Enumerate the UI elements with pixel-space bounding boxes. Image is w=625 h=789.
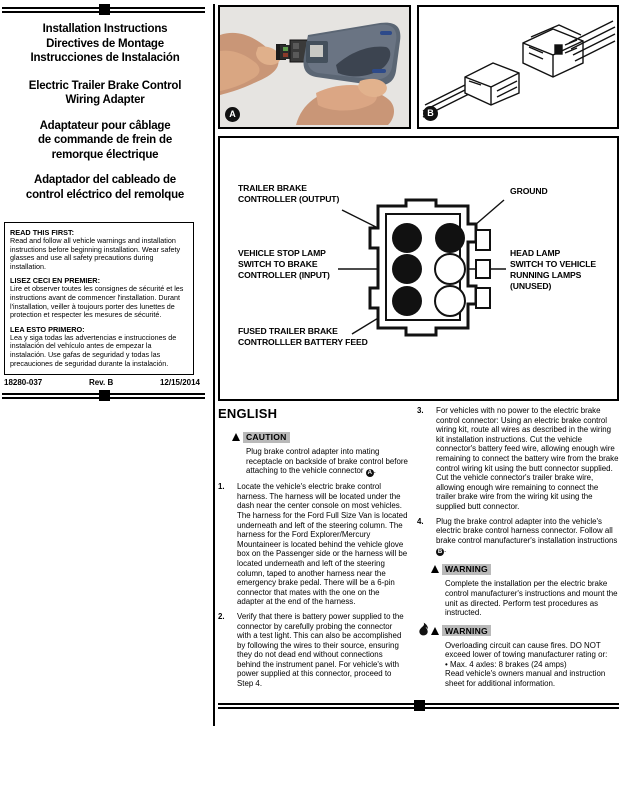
read-first-es-heading: LEA ESTO PRIMERO: xyxy=(10,324,85,334)
diagram-label-trailer-brake-line2: CONTROLLER (OUTPUT) xyxy=(238,194,340,204)
diagram-label-ground xyxy=(510,186,548,197)
product-title-fr-line3: remorque électrique xyxy=(51,148,159,161)
bottom-divider-right xyxy=(218,700,619,711)
diagram-label-head-lamp-line3: RUNNING LAMPS xyxy=(510,270,582,280)
warning-2-body-line2: Read vehicle's owners manual and instruction sheet for additional information. xyxy=(445,669,606,689)
read-first-es-body: Lea y siga todas las advertencias e instrucciones de instalación del vehículo antes de empezar la instalación. Use gafas de seguridad y todas las precauciones de seguridad durante la instalación. xyxy=(10,332,177,368)
english-column-left xyxy=(218,428,408,689)
inline-badge-a: A xyxy=(367,470,372,477)
step-number-4: 4. xyxy=(417,516,424,526)
warning-2-word: WARNING xyxy=(442,625,491,636)
pin-mid-left xyxy=(392,254,422,284)
diagram-label-stop-lamp-line3: CONTROLLER (INPUT) xyxy=(238,270,330,280)
warning-1-header xyxy=(431,564,491,575)
product-title-fr xyxy=(6,119,204,163)
section-heading-english: ENGLISH xyxy=(218,406,278,421)
read-first-en-heading: READ THIS FIRST: xyxy=(10,228,75,237)
step-item-4 xyxy=(417,517,619,557)
diagram-label-stop-lamp xyxy=(238,248,330,281)
warning-2-body-line1: Overloading circuit can cause fires. DO NOT exceed lower of towing manufacturer rating or: xyxy=(445,640,608,660)
warning-block-1 xyxy=(417,560,619,617)
read-first-fr-heading: LISEZ CECI EN PREMIER: xyxy=(10,276,101,286)
document-footer xyxy=(4,378,200,387)
english-column-right xyxy=(417,406,619,693)
product-title-es-line1: Adaptador del cableado de xyxy=(34,174,176,186)
pin-mid-right xyxy=(435,254,465,284)
warning-triangle-icon xyxy=(431,565,439,573)
title-line-en: Installation Instructions xyxy=(42,23,168,35)
diagram-label-head-lamp-line4: (UNUSED) xyxy=(510,281,552,291)
read-first-fr-body: Lire et observer toutes les consignes de sécurité et les instructions avant de commencer l'installation. Durant l'installation, veiller à toujours porter des lunettes de protection et respecter les mesures de sécurité. xyxy=(10,284,184,320)
product-title-en xyxy=(6,79,204,108)
english-instructions-section xyxy=(218,406,619,726)
figure-badge-a: A xyxy=(225,107,240,122)
step-text-1: Locate the vehicle's electric brake control harness. The harness will be located under the dash near the center console on most vehicles. The harness for the Ford Full Size Van is located underneath and left of the steering column. The harness for the Ford Explorer/Mercury Mountaineer is located behind the vehicle glove box on the Passenger side or the harness will be located underneath and left of the steering column, taped to another harness near the emergency brake pedal. There will be a 6-pin connector that mates with the one on the adapter at the end of the harness. xyxy=(237,482,408,607)
product-title-fr-line2: de commande de frein de xyxy=(37,134,173,146)
revision-label: Rev. B xyxy=(88,378,114,387)
inline-badge-b: B xyxy=(437,549,443,556)
diagram-label-stop-lamp-line2: SWITCH TO BRAKE xyxy=(238,259,318,269)
caution-header xyxy=(232,432,290,443)
pin-bottom-right xyxy=(435,286,465,316)
part-number: 18280-037 xyxy=(4,378,43,387)
warning-triangle-icon xyxy=(232,433,240,441)
read-first-spanish xyxy=(10,325,188,368)
title-block xyxy=(6,22,204,202)
warning-2-header xyxy=(431,625,491,636)
read-first-french xyxy=(10,276,188,319)
divider-knob xyxy=(414,700,425,711)
product-title-en-line2: Wiring Adapter xyxy=(65,94,145,106)
column-separator-rule xyxy=(213,4,215,726)
caution-body-text: Plug brake control adapter into mating receptacle on backside of brake control before attaching to the vehicle connector xyxy=(246,447,408,476)
divider-knob xyxy=(99,390,110,401)
product-title-es xyxy=(6,173,204,202)
step-text-2: Verify that there is battery power supplied to the connector by carefully probing the connector with a test light. This can also be accomplished by following the wires to their source, ensuring they do not dead end without connections behind the instrument panel. For vehicle's with power supplied at this connector, proceed to Step 4. xyxy=(237,611,404,689)
diagram-label-head-lamp-line1: HEAD LAMP xyxy=(510,248,561,258)
warning-2-bullet: • Max. 4 axles: 8 brakes (24 amps) xyxy=(445,659,567,669)
product-title-fr-line1: Adaptateur pour câblage xyxy=(39,119,171,132)
caution-block xyxy=(218,428,408,477)
warning-1-body: Complete the installation per the electric brake control manufacturer's instructions and mount the unit as directed. Perform test procedures as instructed. xyxy=(445,579,618,618)
step-number-1: 1. xyxy=(218,482,225,492)
step-item-3 xyxy=(417,406,619,512)
diagram-label-fused-feed xyxy=(238,326,368,348)
connector-pinout-diagram xyxy=(218,136,619,401)
read-first-en-body: Read and follow all vehicle warnings and installation instructions before beginning installation. Wear safety glasses and use all safety precautions during installation. xyxy=(10,236,181,271)
step-number-2: 2. xyxy=(218,611,225,621)
warning-block-2 xyxy=(417,622,619,689)
document-date: 12/15/2014 xyxy=(159,378,200,387)
title-line-es: Instrucciones de Instalación xyxy=(30,52,180,64)
title-line-fr: Directives de Montage xyxy=(46,37,164,50)
caution-word: CAUTION xyxy=(243,432,290,443)
product-title-es-line2: control eléctrico del remolque xyxy=(25,188,185,201)
bottom-divider-left xyxy=(2,390,205,401)
photo-b-illustration xyxy=(419,7,617,127)
caution-body xyxy=(246,447,408,477)
warning-triangle-icon xyxy=(431,627,439,635)
pin-bottom-left xyxy=(392,286,422,316)
step-number-3: 3. xyxy=(417,406,424,415)
step-item-1 xyxy=(218,482,408,607)
diagram-label-trailer-brake xyxy=(238,183,339,205)
step-text-4-period: . xyxy=(444,545,447,555)
pin-top-left xyxy=(392,223,422,253)
product-title-en-line1: Electric Trailer Brake Control xyxy=(28,79,182,92)
caution-body-period: . xyxy=(373,466,376,476)
figure-photo-b xyxy=(417,5,619,129)
step-text-3: For vehicles with no power to the electric brake control connector: Using an electric brake control wiring kit, route all wires as described in the wiring kit installation instructions. Cut the vehicle connector's battery feed wire, allowing enough wire remaining to connect the battery wire from the brake control wiring kit using the butt connector supplied. Cut the vehicle connector's trailer brake wire, allowing enough wire remaining to connect the trailer brake wire from the wiring kit using the supplied butt connector. xyxy=(436,406,619,511)
figure-photo-a xyxy=(218,5,411,129)
diagram-label-ground-line1: GROUND xyxy=(510,186,548,196)
diagram-label-head-lamp-line2: SWITCH TO VEHICLE xyxy=(510,259,596,269)
figure-badge-b: B xyxy=(423,106,438,121)
warning-1-word: WARNING xyxy=(442,564,491,575)
diagram-label-trailer-brake-line1: TRAILER BRAKE xyxy=(238,183,307,193)
diagram-label-fused-feed-line1: FUSED TRAILER BRAKE xyxy=(238,326,338,336)
step-item-2 xyxy=(218,612,408,689)
step-text-4-part1: Plug the brake control adapter into the vehicle's electric brake control harness connector. Follow all brake control manufacturer's installation instructions xyxy=(436,516,618,545)
pin-top-right xyxy=(435,223,465,253)
step-text-4 xyxy=(436,517,619,557)
fire-hazard-icon xyxy=(417,622,430,636)
photo-a-illustration xyxy=(220,7,409,127)
diagram-label-head-lamp xyxy=(510,248,596,292)
read-first-english xyxy=(10,228,188,271)
diagram-label-fused-feed-line2: CONTROLLLER BATTERY FEED xyxy=(238,337,368,347)
diagram-label-stop-lamp-line1: VEHICLE STOP LAMP xyxy=(238,248,326,258)
read-this-first-box xyxy=(4,222,194,375)
